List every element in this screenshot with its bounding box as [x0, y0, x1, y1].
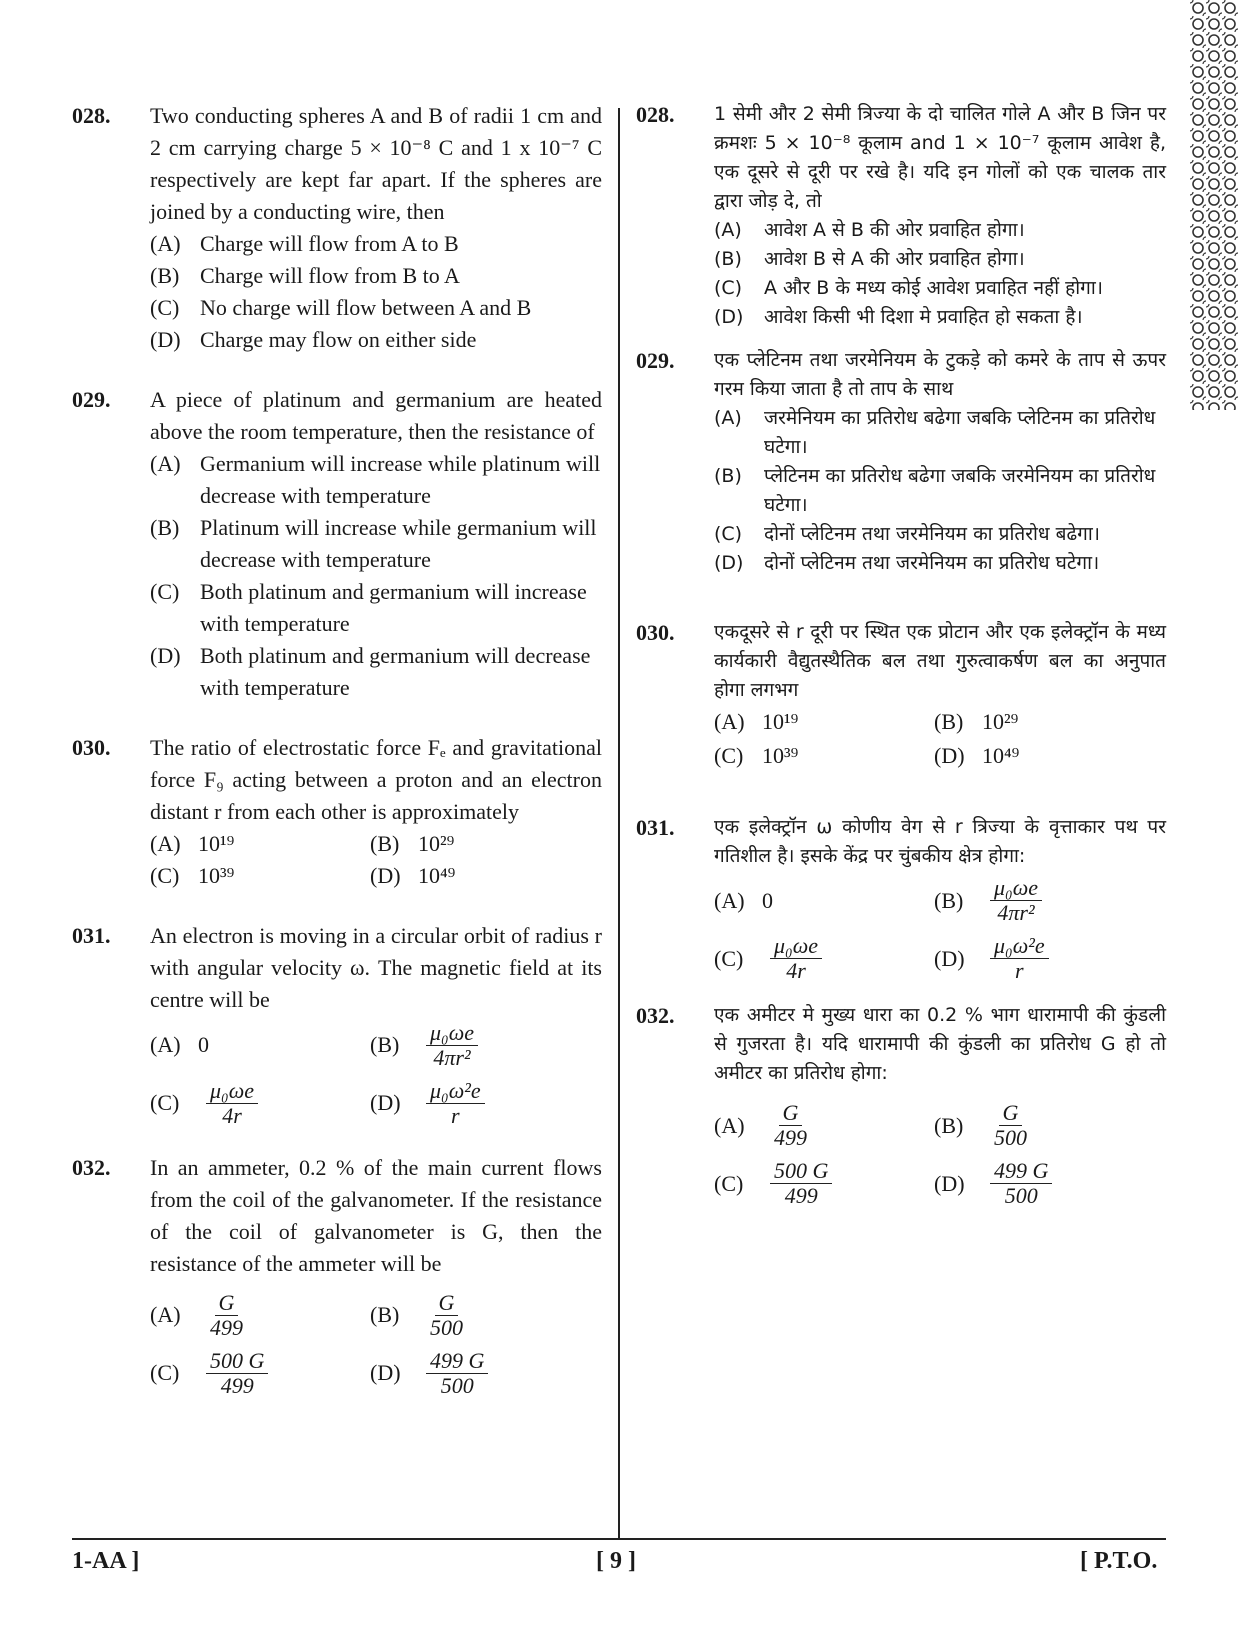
option-c[interactable]: (C) $\frac{500 G}{499}$ [714, 1154, 934, 1212]
option-a[interactable]: (A) Germanium will increase while platinum will decrease with temperature [150, 451, 601, 508]
question-029-hindi [636, 346, 1166, 578]
question-029 [72, 384, 602, 704]
fraction: $\frac{G}{500}$ [430, 1289, 463, 1340]
option-d[interactable]: (D) दोनों प्लेटिनम तथा जरमेनियम का प्रतिरोध घटेगा। [714, 552, 1100, 574]
question-text: In an ammeter, 0.2 % of the main current flows from the coil of the galvanometer. If the resistance of the coil of galvanometer is G, then the resistance of the ammeter will be [150, 1155, 602, 1276]
column-divider [618, 108, 620, 1540]
option-a[interactable]: (A) 0 [714, 887, 773, 913]
option-b[interactable]: (B) Platinum will increase while germanium will decrease with temperature [150, 515, 597, 572]
option-a[interactable]: (A) $\frac{G}{499}$ [714, 1096, 934, 1154]
question-030-hindi [636, 618, 1166, 773]
option-b[interactable]: (B) Charge will flow from B to A [150, 263, 460, 288]
option-b[interactable]: (B) 10²⁹ [370, 831, 455, 856]
option-c[interactable]: (C) $\frac{500 G}{499}$ [150, 1344, 370, 1402]
fraction: $\frac{G}{499}$ [774, 1099, 807, 1150]
question-number: 029. [72, 387, 111, 412]
question-032 [72, 1152, 602, 1402]
hindi-column [636, 100, 1166, 1212]
option-d[interactable]: (D) $\frac{\text{μ₀ω²e}}{r}$ [934, 929, 1154, 987]
question-number: 031. [636, 815, 675, 840]
fraction: $\frac{\text{μ₀ωe}}{\text{4πr²}}$ [990, 876, 1042, 925]
option-c[interactable]: (C) 10³⁹ [714, 743, 799, 768]
option-b[interactable]: (B) $\frac{G}{500}$ [370, 1286, 590, 1344]
option-d[interactable]: (D) $\frac{499 G}{500}$ [934, 1154, 1154, 1212]
fraction: $\frac{G}{499}$ [210, 1289, 243, 1340]
option-b[interactable]: (B) प्लेटिनम का प्रतिरोध बढेगा जबकि जरमेनियम का प्रतिरोध घटेगा। [714, 465, 1156, 516]
question-text: An electron is moving in a circular orbit of radius r with angular velocity ω. The magnetic field at its centre will be [150, 923, 602, 1012]
fraction: $\frac{\text{μ₀ωe}}{4r}$ [206, 1079, 258, 1128]
option-a[interactable]: (A) $\frac{G}{499}$ [150, 1286, 370, 1344]
question-number: 030. [72, 735, 111, 760]
option-a[interactable]: (A) 0 [150, 1032, 209, 1057]
option-d[interactable]: (D) Both platinum and germanium will decrease with temperature [150, 643, 591, 700]
fraction: $\frac{\text{μ₀ωe}}{\text{4πr²}}$ [426, 1021, 478, 1070]
question-text: Two conducting spheres A and B of radii 1 cm and 2 cm carrying charge 5 × 10⁻⁸ C and 1 x 10⁻⁷ C respectively are kept far apart. If the spheres are joined by a conducting wire, then [150, 103, 602, 224]
question-number: 028. [636, 102, 675, 127]
option-d[interactable]: (D) आवेश किसी भी दिशा मे प्रवाहित हो सकता है। [714, 306, 1083, 328]
question-text: एक प्लेटिनम तथा जरमेनियम के टुकड़े को कमरे के ताप से ऊपर गरम किया जाता है तो ताप के साथ [714, 349, 1166, 400]
footer-code: 1-AA ] [72, 1548, 140, 1574]
question-number: 032. [72, 1155, 111, 1180]
option-b[interactable]: (B) $\frac{G}{500}$ [934, 1096, 1154, 1154]
option-d[interactable]: (D) Charge may flow on either side [150, 327, 477, 352]
question-028 [72, 100, 602, 356]
decorative-border-pattern [1190, 0, 1238, 410]
option-a[interactable]: (A) आवेश A से B की ओर प्रवाहित होगा। [714, 219, 1025, 241]
fraction: $\frac{500 G}{499}$ [770, 1159, 832, 1208]
question-number: 029. [636, 348, 675, 373]
option-b[interactable]: (B) आवेश B से A की ओर प्रवाहित होगा। [714, 248, 1025, 270]
fraction: $\frac{499 G}{500}$ [990, 1159, 1052, 1208]
option-a[interactable]: (A) 10¹⁹ [714, 709, 799, 734]
question-text: एकदूसरे से r दूरी पर स्थित एक प्रोटान और एक इलेक्ट्रॉन के मध्य कार्यकारी वैद्युतस्थैतिक बल तथा गुरुत्वाकर्षण बल का अनुपात होगा लगभग [714, 621, 1166, 701]
option-d[interactable]: (D) 10⁴⁹ [934, 743, 1020, 768]
option-b[interactable]: (B) $\frac{\text{μ₀ωe}}{\text{4πr²}}$ [370, 1016, 590, 1074]
option-a[interactable]: (A) 10¹⁹ [150, 831, 235, 856]
option-c[interactable]: (C) No charge will flow between A and B [150, 295, 532, 320]
option-c[interactable]: (C) $\frac{\text{μ₀ωe}}{4r}$ [714, 929, 934, 987]
question-text: A piece of platinum and germanium are heated above the room temperature, then the resistance of [150, 387, 602, 444]
fraction: $\frac{\text{μ₀ω²e}}{r}$ [990, 934, 1049, 983]
option-b[interactable]: (B) $\frac{\text{μ₀ωe}}{\text{4πr²}}$ [934, 871, 1154, 929]
option-d[interactable]: (D) $\frac{499 G}{500}$ [370, 1344, 590, 1402]
option-d[interactable]: (D) 10⁴⁹ [370, 863, 456, 888]
english-column [72, 100, 602, 1402]
option-c[interactable]: (C) A और B के मध्य कोई आवेश प्रवाहित नहीं होगा। [714, 277, 1103, 299]
question-number: 032. [636, 1003, 675, 1028]
question-028-hindi [636, 100, 1166, 332]
fraction: $\frac{\text{μ₀ω²e}}{r}$ [426, 1079, 485, 1128]
option-a[interactable]: (A) Charge will flow from A to B [150, 231, 459, 256]
option-c[interactable]: (C) 10³⁹ [150, 863, 235, 888]
fraction: $\frac{500 G}{499}$ [206, 1349, 268, 1398]
fraction: $\frac{\text{μ₀ωe}}{4r}$ [770, 934, 822, 983]
question-number: 028. [72, 103, 111, 128]
question-text: 1 सेमी और 2 सेमी त्रिज्या के दो चालित गोले A और B जिन पर क्रमशः 5 × 10⁻⁸ कूलाम and 1 × 10⁻⁷ कूलाम आवेश है, एक दूसरे से दूरी पर रखे है। यदि इन गोलों को एक चालक तार द्वारा जोड़ दे, तो [714, 103, 1166, 212]
question-text: एक अमीटर मे मुख्य धारा का 0.2 % भाग धारामापी की कुंडली से गुजरता है। यदि धारामापी की कुंडली का प्रतिरोध G हो तो अमीटर का प्रतिरोध होगा: [714, 1004, 1166, 1084]
fraction: $\frac{499 G}{500}$ [426, 1349, 488, 1398]
option-d[interactable]: (D) $\frac{\text{μ₀ω²e}}{r}$ [370, 1074, 590, 1132]
question-031-hindi [636, 813, 1166, 987]
question-031 [72, 920, 602, 1132]
option-a[interactable]: (A) जरमेनियम का प्रतिरोध बढेगा जबकि प्लेटिनम का प्रतिरोध घटेगा। [714, 407, 1156, 458]
option-c[interactable]: (C) दोनों प्लेटिनम तथा जरमेनियम का प्रतिरोध बढेगा। [714, 523, 1100, 545]
option-b[interactable]: (B) 10²⁹ [934, 709, 1019, 734]
question-030 [72, 732, 602, 892]
page-number: [ 9 ] [596, 1548, 636, 1574]
pto-label: [ P.T.O. [1080, 1548, 1158, 1574]
question-number: 031. [72, 923, 111, 948]
option-c[interactable]: (C) Both platinum and germanium will increase with temperature [150, 579, 587, 636]
question-032-hindi [636, 1001, 1166, 1212]
option-c[interactable]: (C) $\frac{\text{μ₀ωe}}{4r}$ [150, 1074, 370, 1132]
footer-rule [72, 1538, 1166, 1540]
fraction: $\frac{G}{500}$ [994, 1099, 1027, 1150]
question-text: एक इलेक्ट्रॉन ω कोणीय वेग से r त्रिज्या के वृत्ताकार पथ पर गतिशील है। इसके केंद्र पर चुंबकीय क्षेत्र होगा: [714, 816, 1166, 867]
question-number: 030. [636, 620, 675, 645]
question-text: The ratio of electrostatic force Fₑ and gravitational force F₉ acting between a proton and an electron distant r from each other is approximately [150, 735, 602, 824]
